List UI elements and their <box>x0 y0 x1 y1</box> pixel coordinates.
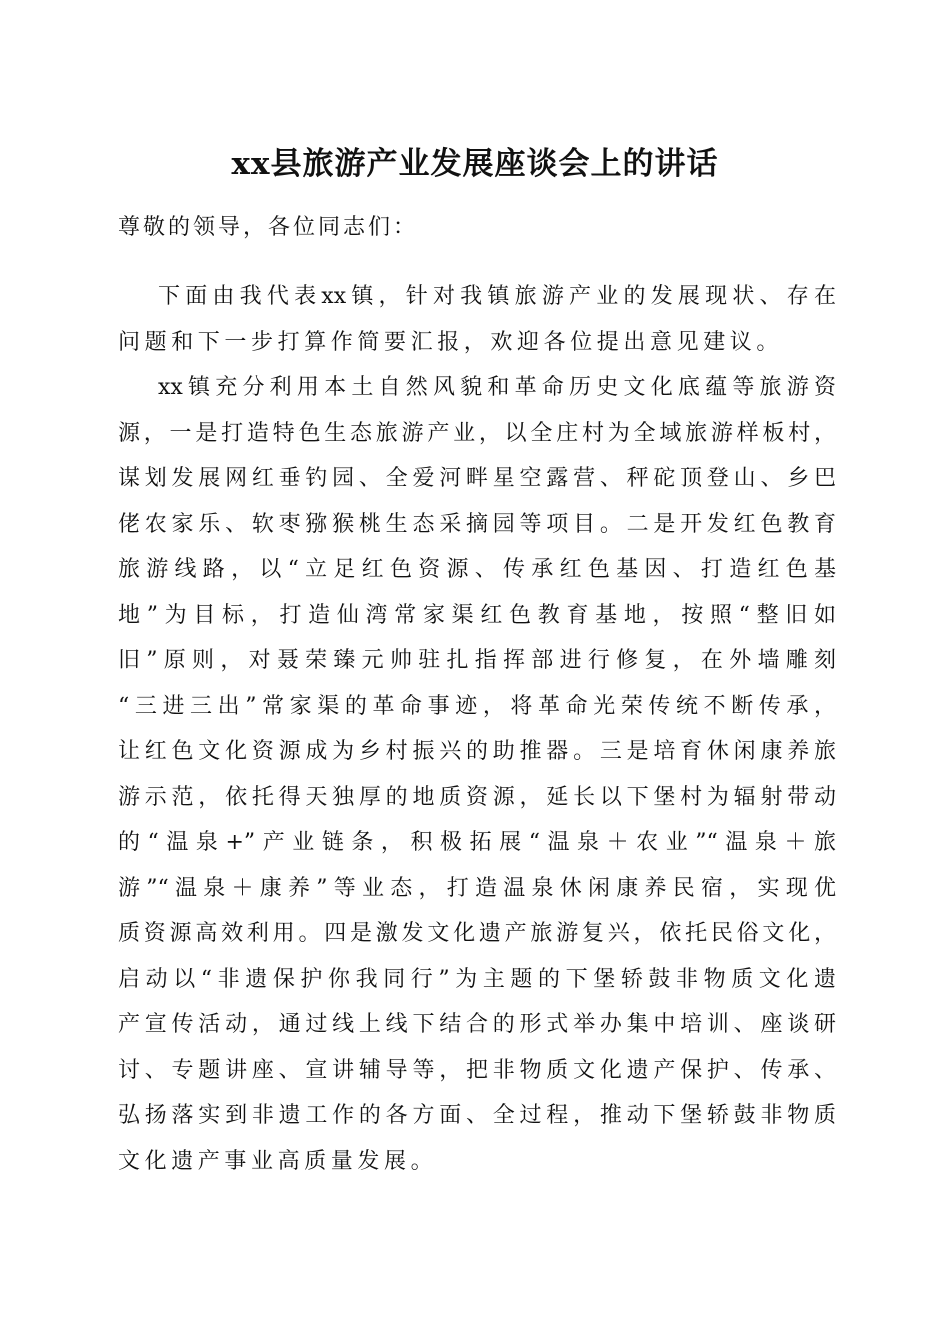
text-line: xx镇充分利用本土自然风貌和革命历史文化底蕴等旅游资 <box>158 375 836 400</box>
text-line: 旅游线路，以“立足红色资源、传承红色基因、打造红色基 <box>118 557 836 582</box>
text-line: 下面由我代表xx镇，针对我镇旅游产业的发展现状、存在 <box>158 284 836 309</box>
text-line: 旧”原则，对聂荣臻元帅驻扎指挥部进行修复，在外墙雕刻 <box>118 648 836 673</box>
text-line: 启动以“非遗保护你我同行”为主题的下堡轿鼓非物质文化遗 <box>118 966 836 992</box>
text-line: 地”为目标，打造仙湾常家渠红色教育基地，按照“整旧如 <box>118 602 836 628</box>
greeting: 尊敬的领导，各位同志们： <box>118 215 419 240</box>
text-line: 产宣传活动，通过线上线下结合的形式举办集中培训、座谈研 <box>118 1012 836 1037</box>
text-line: 问题和下一步打算作简要汇报，欢迎各位提出意见建议。 <box>118 329 784 355</box>
text-line: 佬农家乐、软枣猕猴桃生态采摘园等项目。二是开发红色教育 <box>118 511 836 537</box>
text-line: “三进三出”常家渠的革命事迹，将革命光荣传统不断传承， <box>118 693 836 719</box>
text-line: 文化遗产事业高质量发展。 <box>118 1148 438 1174</box>
text-line: 质资源高效利用。四是激发文化遗产旅游复兴，依托民俗文化， <box>118 921 836 946</box>
text-line: 游”“温泉＋康养”等业态，打造温泉休闲康养民宿，实现优 <box>118 875 836 901</box>
text-line: 源，一是打造特色生态旅游产业，以全庄村为全域旅游样板村， <box>118 420 836 446</box>
text-line: 游示范，依托得天独厚的地质资源，延长以下堡村为辐射带动 <box>118 784 836 810</box>
text-line: 弘扬落实到非遗工作的各方面、全过程，推动下堡轿鼓非物质 <box>118 1103 836 1128</box>
document-title: xx县旅游产业发展座谈会上的讲话 <box>231 146 719 182</box>
text-line: 谋划发展网红垂钓园、全爱河畔星空露营、秤砣顶登山、乡巴 <box>118 466 836 491</box>
text-line: 讨、专题讲座、宣讲辅导等，把非物质文化遗产保护、传承、 <box>118 1057 836 1083</box>
text-line: 让红色文化资源成为乡村振兴的助推器。三是培育休闲康养旅 <box>118 739 836 764</box>
body-text <box>118 274 836 1184</box>
text-line: 的“温泉+”产业链条，积极拓展“温泉＋农业”“温泉＋旅 <box>118 830 836 855</box>
